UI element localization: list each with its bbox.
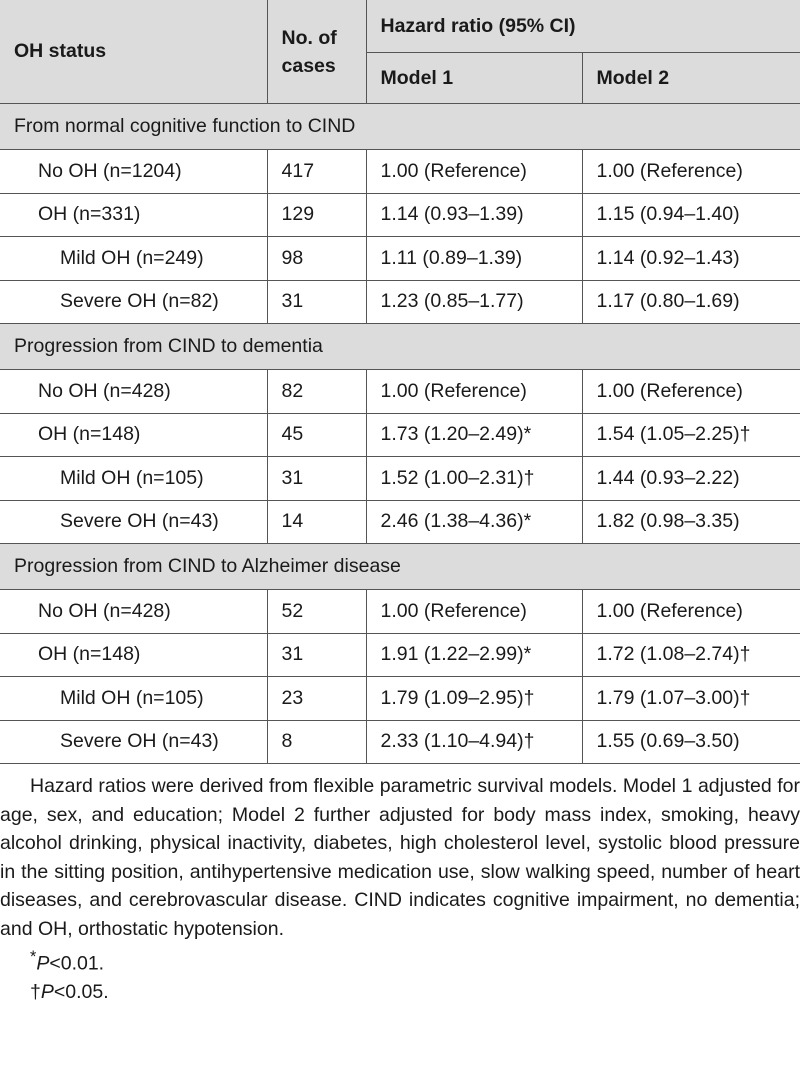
section-row (0, 544, 800, 590)
table-row (0, 370, 800, 414)
row-label: Severe OH (n=43) (0, 500, 267, 544)
table-header (0, 0, 800, 104)
table-row (0, 590, 800, 634)
row-model-1: 2.46 (1.38–4.36)* (366, 500, 582, 544)
row-cases: 45 (267, 413, 366, 457)
table-row (0, 457, 800, 501)
table-row (0, 633, 800, 677)
row-model-2: 1.00 (Reference) (582, 590, 800, 634)
row-model-1: 1.23 (0.85–1.77) (366, 280, 582, 324)
row-model-1: 1.14 (0.93–1.39) (366, 193, 582, 237)
row-model-2: 1.72 (1.08–2.74)† (582, 633, 800, 677)
row-model-1: 2.33 (1.10–4.94)† (366, 720, 582, 764)
header-cases-line2: cases (281, 54, 336, 77)
row-cases: 14 (267, 500, 366, 544)
table-footnotes (0, 764, 800, 1007)
row-label: OH (n=148) (0, 633, 267, 677)
header-oh-status: OH status (0, 0, 267, 104)
row-cases: 98 (267, 237, 366, 281)
header-no-of-cases (267, 0, 366, 104)
row-label: Mild OH (n=105) (0, 457, 267, 501)
table-row (0, 413, 800, 457)
row-cases: 417 (267, 150, 366, 194)
row-label: No OH (n=428) (0, 370, 267, 414)
row-label: No OH (n=1204) (0, 150, 267, 194)
row-label: Severe OH (n=43) (0, 720, 267, 764)
row-label: Mild OH (n=105) (0, 677, 267, 721)
row-cases: 23 (267, 677, 366, 721)
row-cases: 31 (267, 280, 366, 324)
row-cases: 52 (267, 590, 366, 634)
footnote-text: Hazard ratios were derived from flexible parametric survival models. Model 1 adjusted for age, sex, and education; Model 2 further adjusted for body mass index, smoking, heavy alcohol drinking, physical inactivity, diabetes, high cholesterol level, systolic blood pressure in the sitting position, antihypertensive medication use, slow walking speed, number of heart diseases, and cerebrovascular disease. CIND indicates cognitive impairment, no dementia; and OH, orthostatic hypotension. (0, 775, 800, 940)
table-row (0, 150, 800, 194)
row-model-2: 1.15 (0.94–1.40) (582, 193, 800, 237)
row-label: OH (n=331) (0, 193, 267, 237)
table-row (0, 677, 800, 721)
row-model-1: 1.79 (1.09–2.95)† (366, 677, 582, 721)
row-cases: 8 (267, 720, 366, 764)
row-cases: 31 (267, 457, 366, 501)
row-model-2: 1.00 (Reference) (582, 370, 800, 414)
table-row (0, 720, 800, 764)
row-cases: 31 (267, 633, 366, 677)
footnote-mark-dagger: † (30, 981, 41, 1003)
header-hazard-ratio: Hazard ratio (95% CI) (366, 0, 800, 53)
section-title: Progression from CIND to Alzheimer disease (0, 544, 800, 590)
table-row (0, 193, 800, 237)
section-title: From normal cognitive function to CIND (0, 104, 800, 150)
section-row (0, 104, 800, 150)
row-model-2: 1.17 (0.80–1.69) (582, 280, 800, 324)
footnote-significance-001 (0, 943, 800, 978)
row-label: Mild OH (n=249) (0, 237, 267, 281)
header-model-1: Model 1 (366, 53, 582, 104)
row-label: OH (n=148) (0, 413, 267, 457)
row-model-1: 1.00 (Reference) (366, 150, 582, 194)
header-cases-line1: No. of (281, 26, 337, 49)
footnote-p-symbol: P (40, 981, 54, 1003)
footnote-threshold: <0.05. (53, 981, 109, 1003)
footnote-significance-005 (0, 978, 800, 1007)
row-cases: 82 (267, 370, 366, 414)
row-model-2: 1.82 (0.98–3.35) (582, 500, 800, 544)
row-model-1: 1.73 (1.20–2.49)* (366, 413, 582, 457)
row-label: Severe OH (n=82) (0, 280, 267, 324)
row-model-1: 1.91 (1.22–2.99)* (366, 633, 582, 677)
row-model-1: 1.00 (Reference) (366, 370, 582, 414)
row-model-1: 1.00 (Reference) (366, 590, 582, 634)
row-model-2: 1.55 (0.69–3.50) (582, 720, 800, 764)
section-row (0, 324, 800, 370)
row-model-2: 1.14 (0.92–1.43) (582, 237, 800, 281)
table-row (0, 237, 800, 281)
section-title: Progression from CIND to dementia (0, 324, 800, 370)
row-label: No OH (n=428) (0, 590, 267, 634)
row-model-2: 1.00 (Reference) (582, 150, 800, 194)
row-model-1: 1.52 (1.00–2.31)† (366, 457, 582, 501)
header-model-2: Model 2 (582, 53, 800, 104)
row-model-2: 1.44 (0.93–2.22) (582, 457, 800, 501)
row-model-2: 1.54 (1.05–2.25)† (582, 413, 800, 457)
row-cases: 129 (267, 193, 366, 237)
row-model-1: 1.11 (0.89–1.39) (366, 237, 582, 281)
table-body (0, 104, 800, 764)
table-row (0, 280, 800, 324)
table-row (0, 500, 800, 544)
footnote-p-symbol: P (36, 952, 50, 975)
row-model-2: 1.79 (1.07–3.00)† (582, 677, 800, 721)
footnote-threshold: <0.01. (49, 952, 105, 975)
footnote-mark-asterisk: * (30, 948, 37, 966)
